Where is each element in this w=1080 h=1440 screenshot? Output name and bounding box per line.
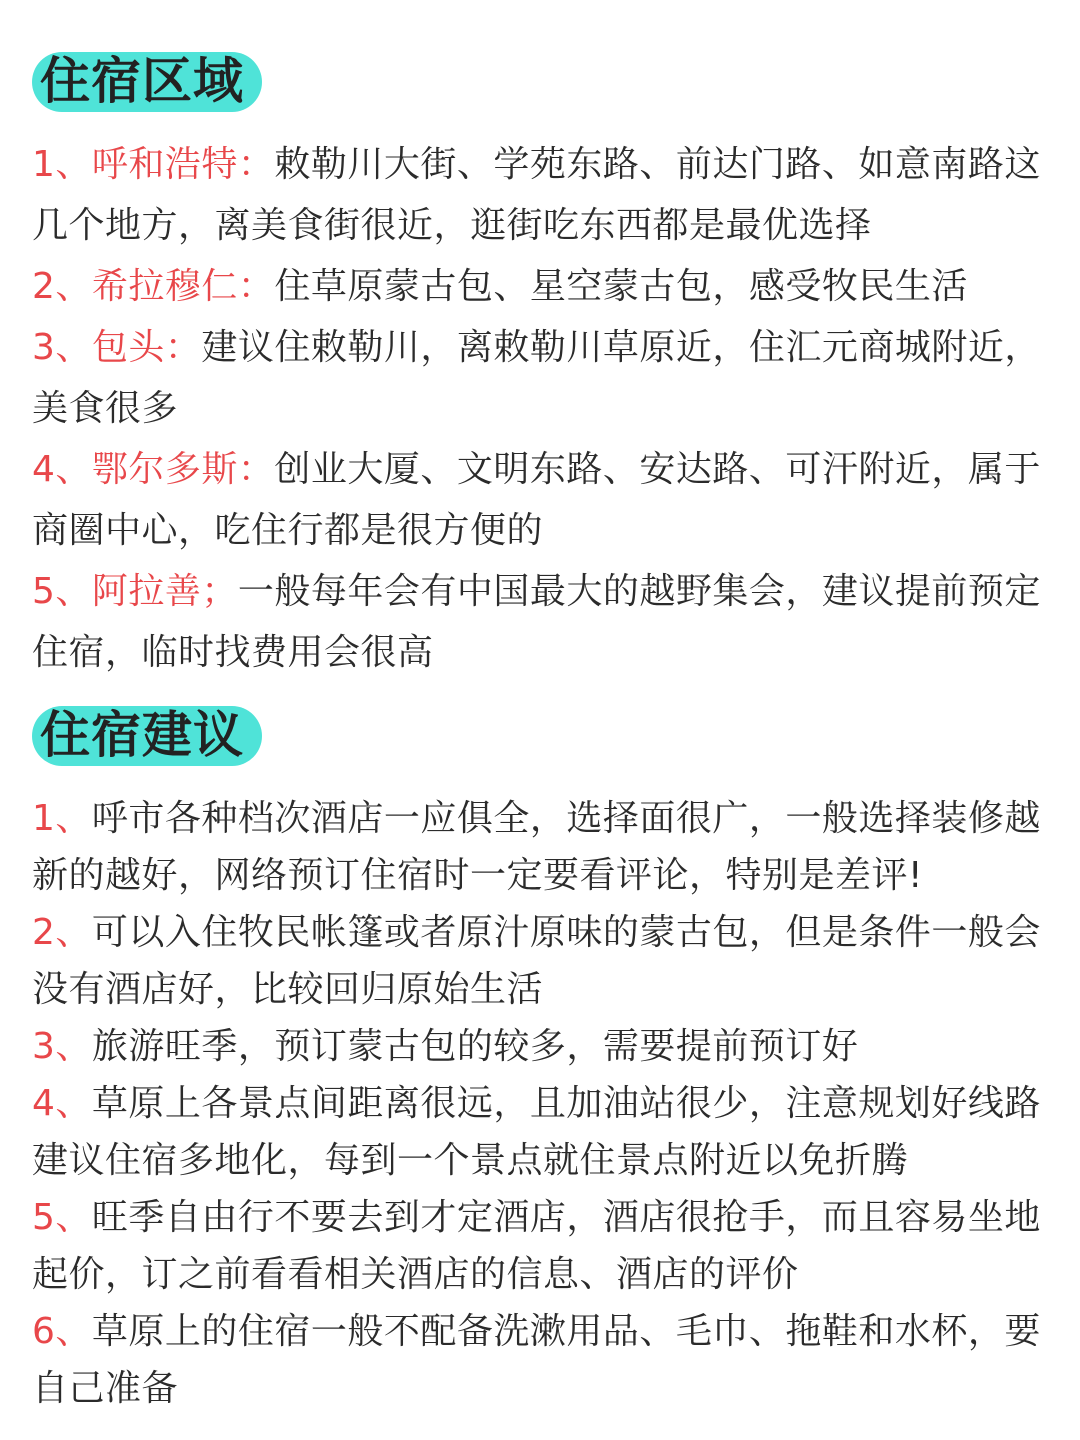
item-number: 2、 — [32, 912, 92, 953]
item-description: 草原上各景点间距离很远，且加油站很少，注意规划好线路建议住宿多地化，每到一个景点就住景点附近以免折腾 — [32, 1083, 1041, 1181]
item-description: 住草原蒙古包、星空蒙古包，感受牧民生活 — [274, 266, 968, 307]
item-number: 6、 — [32, 1311, 92, 1352]
list-item — [32, 134, 1062, 256]
item-description: 敕勒川大街、学苑东路、前达门路、如意南路这几个地方，离美食街很近，逛街吃东西都是最优选择 — [32, 144, 1041, 246]
item-description: 旅游旺季，预订蒙古包的较多，需要提前预订好 — [91, 1026, 859, 1067]
item-number: 3、 — [32, 327, 92, 368]
section-title-area: 住宿区域 — [32, 52, 262, 112]
item-description: 一般每年会有中国最大的越野集会，建议提前预定住宿，临时找费用会很高 — [32, 571, 1041, 673]
item-place: 鄂尔多斯： — [91, 449, 275, 490]
item-description: 建议住敕勒川，离敕勒川草原近，住汇元商城附近，美食很多 — [32, 327, 1041, 429]
item-number: 5、 — [32, 1197, 92, 1238]
item-place: 阿拉善； — [91, 571, 238, 612]
area-list — [32, 134, 1062, 683]
item-number: 1、 — [32, 144, 92, 185]
list-item — [32, 561, 1062, 683]
list-item — [32, 1018, 1062, 1075]
item-place: 呼和浩特： — [91, 144, 275, 185]
item-number: 2、 — [32, 266, 92, 307]
list-item — [32, 256, 1062, 317]
item-number: 4、 — [32, 449, 92, 490]
list-item — [32, 1189, 1062, 1303]
list-item — [32, 1075, 1062, 1189]
item-number: 3、 — [32, 1026, 92, 1067]
item-description: 创业大厦、文明东路、安达路、可汗附近，属于商圈中心，吃住行都是很方便的 — [32, 449, 1041, 551]
item-number: 1、 — [32, 798, 92, 839]
item-number: 4、 — [32, 1083, 92, 1124]
list-item — [32, 1303, 1062, 1417]
advice-list — [32, 790, 1062, 1417]
section-accommodation-advice — [32, 706, 1062, 1417]
item-description: 旺季自由行不要去到才定酒店，酒店很抢手，而且容易坐地起价，订之前看看相关酒店的信息、酒店的评价 — [32, 1197, 1041, 1295]
item-place: 希拉穆仁： — [91, 266, 275, 307]
item-description: 呼市各种档次酒店一应俱全，选择面很广，一般选择装修越新的越好，网络预订住宿时一定要看评论，特别是差评! — [32, 798, 1041, 896]
item-number: 5、 — [32, 571, 92, 612]
list-item — [32, 317, 1062, 439]
list-item — [32, 439, 1062, 561]
item-description: 草原上的住宿一般不配备洗漱用品、毛巾、拖鞋和水杯，要自己准备 — [32, 1311, 1041, 1409]
item-place: 包头： — [91, 327, 202, 368]
list-item — [32, 790, 1062, 904]
section-title-advice: 住宿建议 — [32, 706, 262, 766]
section-accommodation-area — [32, 52, 1062, 683]
item-description: 可以入住牧民帐篷或者原汁原味的蒙古包，但是条件一般会没有酒店好，比较回归原始生活 — [32, 912, 1041, 1010]
list-item — [32, 904, 1062, 1018]
